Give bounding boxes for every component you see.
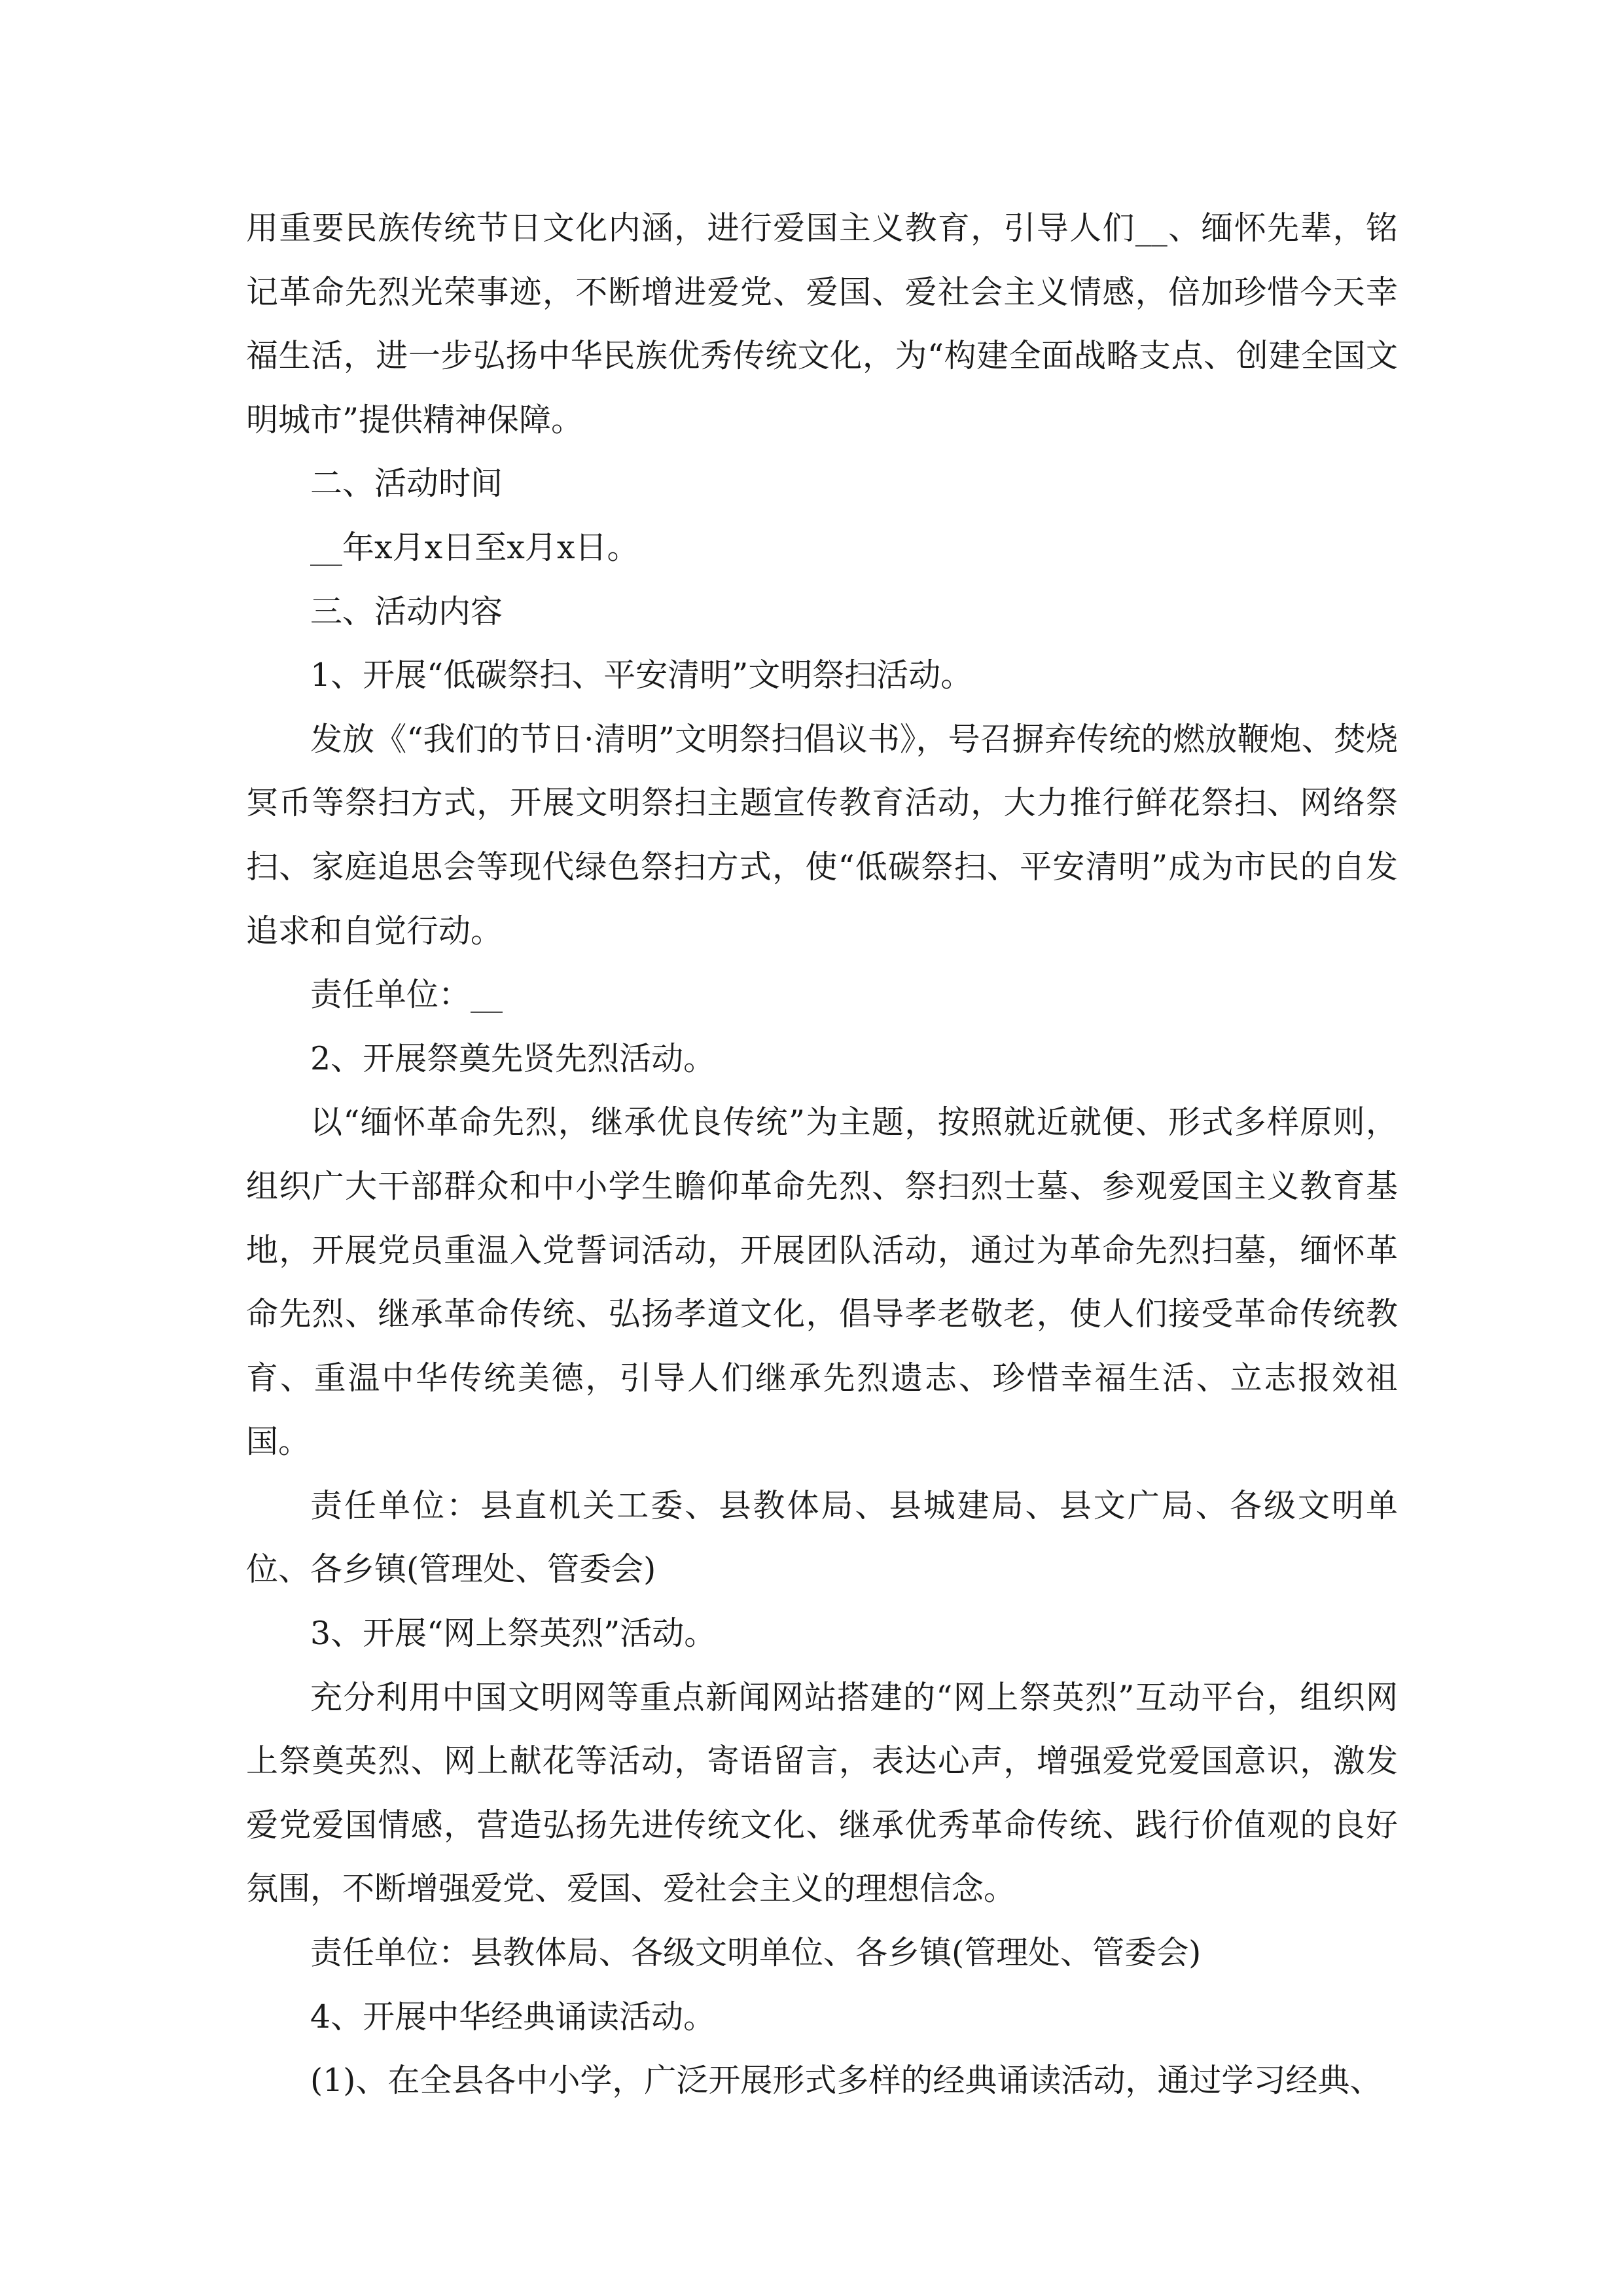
item-2-heading: 2、开展祭奠先贤先烈活动。 [310,1039,716,1077]
paragraph-intro-continuation: 用重要民族传统节日文化内涵，进行爱国主义教育，引导人们__、缅怀先辈，铭记革命先烈光荣事迹，不断增进爱党、爱国、爱社会主义情感，倍加珍惜今天幸福生活，进一步弘扬中华民族优秀传统文化，为“构建全面战略支点、创建全国文明城市”提供精神保障。 [246,209,1398,439]
item-1-heading: 1、开展“低碳祭扫、平安清明”文明祭扫活动。 [310,656,973,694]
document-body [246,196,1398,2113]
item-4-heading: 4、开展中华经典诵读活动。 [310,1998,716,2036]
heading-activity-content: 三、活动内容 [310,592,503,630]
item-4-subitem-1: (1)、在全县各中小学，广泛开展形式多样的经典诵读活动，通过学习经典、 [310,2062,1382,2100]
item-3-body: 充分利用中国文明网等重点新闻网站搭建的“网上祭英烈”互动平台，组织网上祭奠英烈、网上献花等活动，寄语留言，表达心声，增强爱党爱国意识，激发爱党爱国情感，营造弘扬先进传统文化、继承优秀革命传统、践行价值观的良好氛围，不断增强爱党、爱国、爱社会主义的理想信念。 [246,1678,1398,1908]
item-3-responsible-unit: 责任单位：县教体局、各级文明单位、各乡镇(管理处、管委会) [310,1934,1202,1972]
item-2-body: 以“缅怀革命先烈，继承优良传统”为主题，按照就近就便、形式多样原则，组织广大干部群众和中小学生瞻仰革命先烈、祭扫烈士墓、参观爱国主义教育基地，开展党员重温入党誓词活动，开展团队活动，通过为革命先烈扫墓，缅怀革命先烈、继承革命传统、弘扬孝道文化，倡导孝老敬老，使人们接受革命传统教育、重温中华传统美德，引导人们继承先烈遗志、珍惜幸福生活、立志报效祖国。 [246,1103,1398,1461]
item-2-responsible-unit: 责任单位：县直机关工委、县教体局、县城建局、县文广局、各级文明单位、各乡镇(管理处、管委会) [246,1486,1398,1588]
item-1-responsible-unit: 责任单位：__ [310,976,503,1014]
heading-activity-time: 二、活动时间 [310,465,503,503]
paragraph-activity-date: __年x月x日至x月x日。 [310,528,639,566]
item-1-body: 发放《“我们的节日·清明”文明祭扫倡议书》，号召摒弃传统的燃放鞭炮、焚烧冥币等祭扫方式，开展文明祭扫主题宣传教育活动，大力推行鲜花祭扫、网络祭扫、家庭追思会等现代绿色祭扫方式，使“低碳祭扫、平安清明”成为市民的自发追求和自觉行动。 [246,720,1398,950]
item-3-heading: 3、开展“网上祭英烈”活动。 [310,1615,717,1653]
